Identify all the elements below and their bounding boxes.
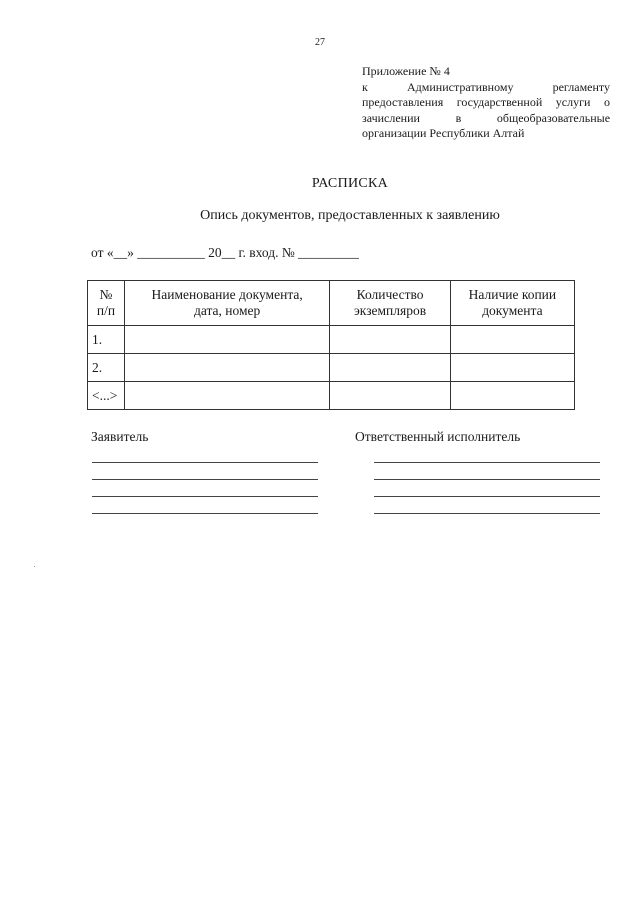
document-title: РАСПИСКА — [311, 176, 389, 191]
applicant-signature-line — [92, 479, 318, 480]
row-number: 2. — [88, 354, 125, 382]
date-line: от «__» __________ 20__ г. вход. № _________ — [91, 245, 359, 260]
row-number: <...> — [88, 382, 125, 410]
annex-word: общеобразовательные — [496, 110, 611, 125]
header-document-name — [124, 281, 329, 326]
page-number: 27 — [315, 37, 325, 48]
annex-line-2 — [362, 80, 610, 96]
header-copy-presence-text: Наличие копии документа — [468, 287, 557, 318]
row-quantity-cell — [330, 354, 450, 382]
row-quantity-cell — [330, 326, 450, 354]
executor-signature-line — [374, 513, 600, 514]
annex-word: к — [362, 79, 368, 94]
applicant-label: Заявитель — [91, 429, 149, 444]
annex-word: регламенту — [552, 79, 610, 94]
table-header-row — [88, 281, 575, 326]
scan-speck — [34, 566, 35, 567]
row-document-cell — [124, 354, 329, 382]
executor-signature-line — [374, 496, 600, 497]
table-row — [88, 326, 575, 354]
executor-signature-line — [374, 462, 600, 463]
row-document-cell — [124, 382, 329, 410]
annex-word: зачислении — [362, 110, 420, 125]
annex-line-1: Приложение № 4 — [362, 64, 450, 78]
executor-signature-line — [374, 479, 600, 480]
annex-line-3: предоставления государственной услуги о — [362, 95, 610, 109]
table-row — [88, 354, 575, 382]
annex-word: в — [455, 110, 462, 125]
row-copy-cell — [450, 354, 574, 382]
annex-line-4 — [362, 111, 610, 127]
annex-block — [362, 64, 610, 142]
header-number-text: № п/п — [96, 287, 116, 318]
header-quantity — [330, 281, 450, 326]
header-quantity-text: Количество экземпляров — [354, 287, 427, 318]
header-copy-presence — [450, 281, 574, 326]
header-number — [88, 281, 125, 326]
executor-label: Ответственный исполнитель — [355, 429, 521, 444]
row-copy-cell — [450, 382, 574, 410]
inventory-table — [87, 280, 575, 410]
applicant-signature-line — [92, 462, 318, 463]
applicant-signature-line — [92, 496, 318, 497]
row-number: 1. — [88, 326, 125, 354]
applicant-signature-line — [92, 513, 318, 514]
table-row — [88, 382, 575, 410]
annex-word: Административному — [406, 79, 514, 94]
document-subtitle: Опись документов, предоставленных к заявлению — [200, 208, 500, 223]
header-document-name-text: Наименование документа, дата, номер — [151, 287, 303, 318]
row-document-cell — [124, 326, 329, 354]
annex-line-5: организации Республики Алтай — [362, 126, 525, 140]
row-quantity-cell — [330, 382, 450, 410]
row-copy-cell — [450, 326, 574, 354]
